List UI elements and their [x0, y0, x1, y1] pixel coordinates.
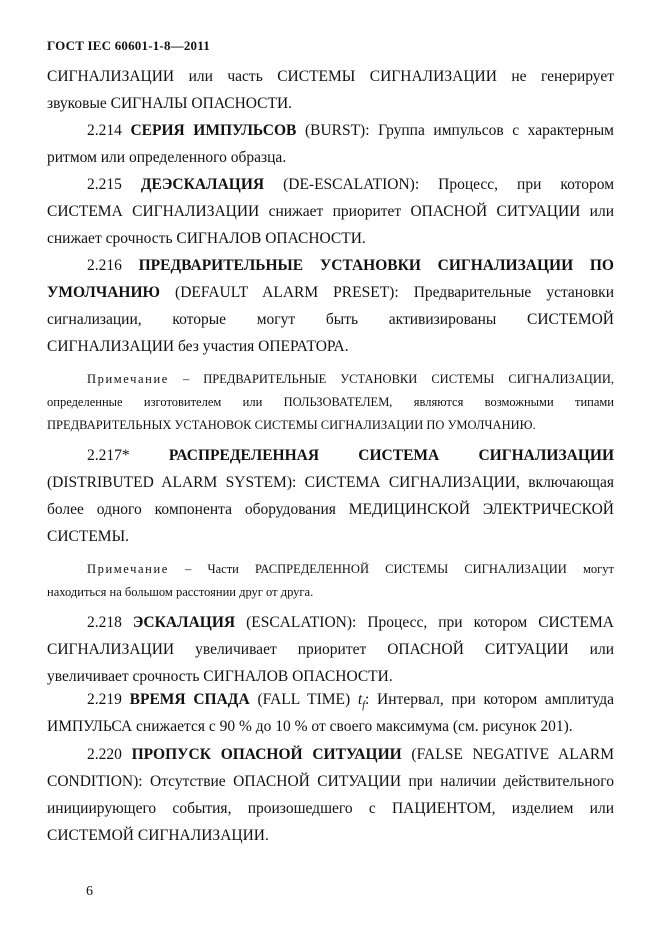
- term-2-217: [87, 447, 614, 465]
- symbol-subscript: f: [362, 700, 365, 712]
- note-text: – ПРЕДВАРИТЕЛЬНЫЕ УСТАНОВКИ СИСТЕМЫ СИГНАЛИЗАЦИИ,: [182, 372, 615, 386]
- term-number: 2.217*: [87, 447, 130, 464]
- text-line: инициирующего события, произошедшего с ПАЦИЕНТОМ, изделием или: [47, 800, 614, 817]
- term-text: (DEFAULT ALARM PRESET): Предварительные установки: [175, 284, 614, 301]
- term-text: (BURST): Группа импульсов с характерным: [304, 122, 614, 139]
- term-text: (DE-ESCALATION): Процесс, при котором: [283, 176, 615, 193]
- page-number: 6: [86, 884, 93, 899]
- term-text: (ESCALATION): Процесс, при котором СИСТЕМА: [246, 614, 615, 631]
- term-title: УМОЛЧАНИЮ: [47, 284, 160, 301]
- term-number: 2.218: [87, 614, 122, 631]
- symbol: t: [357, 691, 363, 708]
- term-number: 2.214: [87, 122, 122, 139]
- term-2-219: [87, 691, 614, 715]
- note-line: находиться на большом расстоянии друг от друга.: [47, 585, 314, 599]
- term-text: [257, 691, 615, 712]
- text-line: СИГНАЛИЗАЦИИ без участия ОПЕРАТОРА.: [47, 338, 349, 355]
- term-title: ВРЕМЯ СПАДА: [129, 691, 250, 708]
- note-line: определенные изготовителем или ПОЛЬЗОВАТЕЛЕМ, являются возможными типами: [47, 395, 614, 409]
- term-number: 2.216: [87, 257, 122, 274]
- term-2-216-cont: [47, 284, 614, 302]
- term-number: 2.215: [87, 176, 122, 193]
- term-title: ПРЕДВАРИТЕЛЬНЫЕ УСТАНОВКИ СИГНАЛИЗАЦИИ ПО: [138, 257, 614, 274]
- term-title: РАСПРЕДЕЛЕННАЯ СИСТЕМА СИГНАЛИЗАЦИИ: [168, 447, 615, 464]
- text-line: (DISTRIBUTED ALARM SYSTEM): СИСТЕМА СИГНАЛИЗАЦИИ, включающая: [47, 474, 614, 491]
- page-header: ГОСТ IEC 60601-1-8—2011: [47, 38, 210, 53]
- term-title: ЭСКАЛАЦИЯ: [132, 614, 236, 631]
- term-2-214: [87, 122, 614, 140]
- term-2-220: [87, 746, 614, 764]
- text-line: СИГНАЛИЗАЦИИ увеличивает приоритет ОПАСНОЙ СИТУАЦИИ или: [47, 641, 614, 658]
- note-line: [87, 560, 614, 578]
- text-line: более одного компонента оборудования МЕДИЦИНСКОЙ ЭЛЕКТРИЧЕСКОЙ: [47, 501, 614, 518]
- note-label: Примечание: [87, 372, 169, 386]
- term-2-218: [87, 614, 614, 632]
- term-2-216: [87, 257, 614, 275]
- term-english: (FALL TIME): [257, 691, 351, 708]
- term-number: 2.219: [87, 691, 122, 708]
- text-line: СИСТЕМА СИГНАЛИЗАЦИИ снижает приоритет ОПАСНОЙ СИТУАЦИИ или: [47, 203, 614, 220]
- text-line: ритмом или определенного образца.: [47, 149, 287, 166]
- note-label: Примечание: [87, 562, 169, 576]
- note-line: ПРЕДВАРИТЕЛЬНЫХ УСТАНОВОК СИСТЕМЫ СИГНАЛИЗАЦИИ ПО УМОЛЧАНИЮ.: [47, 418, 536, 432]
- term-text-rest: : Интервал, при котором амплитуда: [365, 691, 615, 708]
- text-line: ИМПУЛЬСА снижается с 90 % до 10 % от своего максимума (см. рисунок 201).: [47, 718, 573, 735]
- text-line: сигнализации, которые могут быть активизированы СИСТЕМОЙ: [47, 311, 614, 328]
- text-line: СИСТЕМОЙ СИГНАЛИЗАЦИИ.: [47, 827, 269, 844]
- text-line: снижает срочность СИГНАЛОВ ОПАСНОСТИ.: [47, 230, 366, 247]
- term-title: ПРОПУСК ОПАСНОЙ СИТУАЦИИ: [131, 746, 402, 763]
- term-number: 2.220: [87, 746, 122, 763]
- term-text: (FALSE NEGATIVE ALARM: [411, 746, 615, 763]
- term-title: ДЕЭСКАЛАЦИЯ: [140, 176, 265, 193]
- term-2-215: [87, 176, 614, 194]
- text-line: СИГНАЛИЗАЦИИ или часть СИСТЕМЫ СИГНАЛИЗАЦИИ не генерирует: [47, 68, 614, 85]
- text-line: CONDITION): Отсутствие ОПАСНОЙ СИТУАЦИИ при наличии действительного: [47, 773, 614, 790]
- note-line: [87, 370, 614, 388]
- note-text: – Части РАСПРЕДЕЛЕННОЙ СИСТЕМЫ СИГНАЛИЗАЦИИ могут: [185, 562, 615, 576]
- text-line: увеличивает срочность СИГНАЛОВ ОПАСНОСТИ.: [47, 668, 393, 685]
- term-title: СЕРИЯ ИМПУЛЬСОВ: [130, 122, 297, 139]
- text-line: звуковые СИГНАЛЫ ОПАСНОСТИ.: [47, 95, 293, 112]
- text-line: СИСТЕМЫ.: [47, 528, 129, 545]
